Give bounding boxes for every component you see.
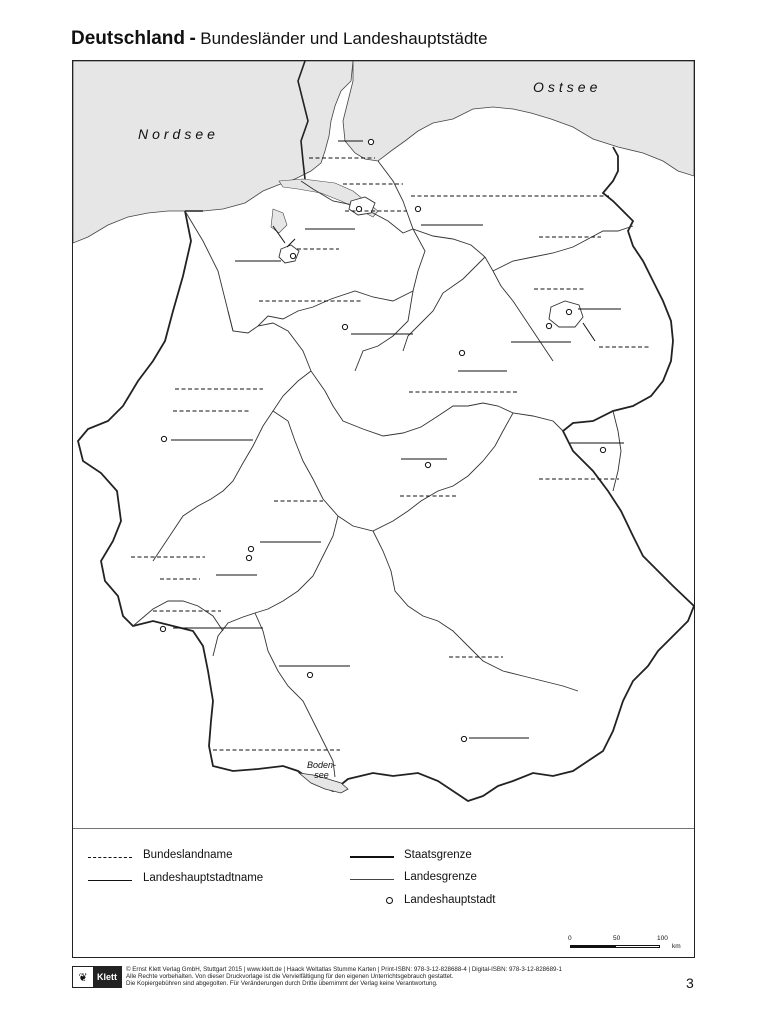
legend-national-border-line [350,856,394,858]
capital-magdeburg [459,350,464,355]
footer-line-1: © Ernst Klett Verlag GmbH, Stuttgart 2015 | www.klett.de | Haack Weltatlas Stumme Karten | Print-ISBN: 978-3-12-828688-4 | Digital-ISBN: 978-3-12-828689-1 [126,966,562,973]
capital-markers [160,139,605,741]
legend-capital-name: Landeshauptstadtname [143,872,264,884]
capital-saarbruecken [160,626,165,631]
legend-state-border-line [350,879,394,880]
capital-dresden [600,447,605,452]
bremen-outline [279,245,299,263]
capital-duesseldorf [161,436,166,441]
scale-tick-100: 100 [657,935,668,942]
capital-name-lines [171,141,624,738]
capital-hannover [342,324,347,329]
capital-mainz [246,555,251,560]
footer-line-2: Alle Rechte vorbehalten. Von dieser Druckvorlage ist die Vervielfältigung für den eigenen Unterrichtsgebrauch gestattet. [126,973,454,980]
germany-map [73,61,694,829]
legend-capital-marker [386,897,393,904]
scale-segment-light [615,945,660,948]
legend-capital: Landeshauptstadt [404,894,496,906]
legend-state-border: Landesgrenze [404,871,477,883]
legend-solid-line [88,880,132,881]
capital-erfurt [425,462,430,467]
jade-bay [271,209,287,233]
lake-label-line1: Boden- [307,760,337,770]
baltic-sea-label: Ostsee [533,79,602,95]
capital-berlin [566,309,571,314]
publisher-logo [72,966,122,988]
legend-national-border: Staatsgrenze [404,849,472,861]
capital-wiesbaden [248,546,253,551]
pointer-arrows [273,226,595,341]
scale-unit: km [672,943,681,950]
capital-stuttgart [307,672,312,677]
klett-leaf-icon: ❦ [78,971,88,984]
lake-label-line2: see [314,770,329,780]
north-sea [73,61,353,243]
title-subtitle: Bundesländer und Landeshauptstädte [200,29,488,48]
state-name-lines [131,158,649,750]
logo-text: Klett [93,967,121,987]
capital-schwerin [415,206,420,211]
copyright-footer [126,966,562,987]
lake-constance-label [307,760,336,780]
title-main: Deutschland [71,28,186,49]
page-number: 3 [686,975,694,991]
capital-bremen [290,253,295,258]
scale-segment-dark [570,945,615,948]
title-separator: - [189,28,196,49]
capital-hamburg [356,206,361,211]
state-borders [133,161,633,777]
legend-dashed-line [88,857,132,858]
legend-state-name: Bundeslandname [143,849,233,861]
berlin-outline [549,301,583,327]
page-title [71,28,488,50]
north-sea-label: Nordsee [138,126,219,142]
capital-kiel [368,139,373,144]
scale-tick-0: 0 [568,935,572,942]
national-border [78,147,694,801]
footer-line-3: Die Kopiergebühren sind abgegolten. Für Veränderungen durch Dritte übernimmt der Verlag keine Verantwortung. [126,980,438,987]
baltic-sea [343,61,694,176]
scale-tick-50: 50 [613,935,621,942]
capital-muenchen [461,736,466,741]
capital-potsdam [546,323,551,328]
